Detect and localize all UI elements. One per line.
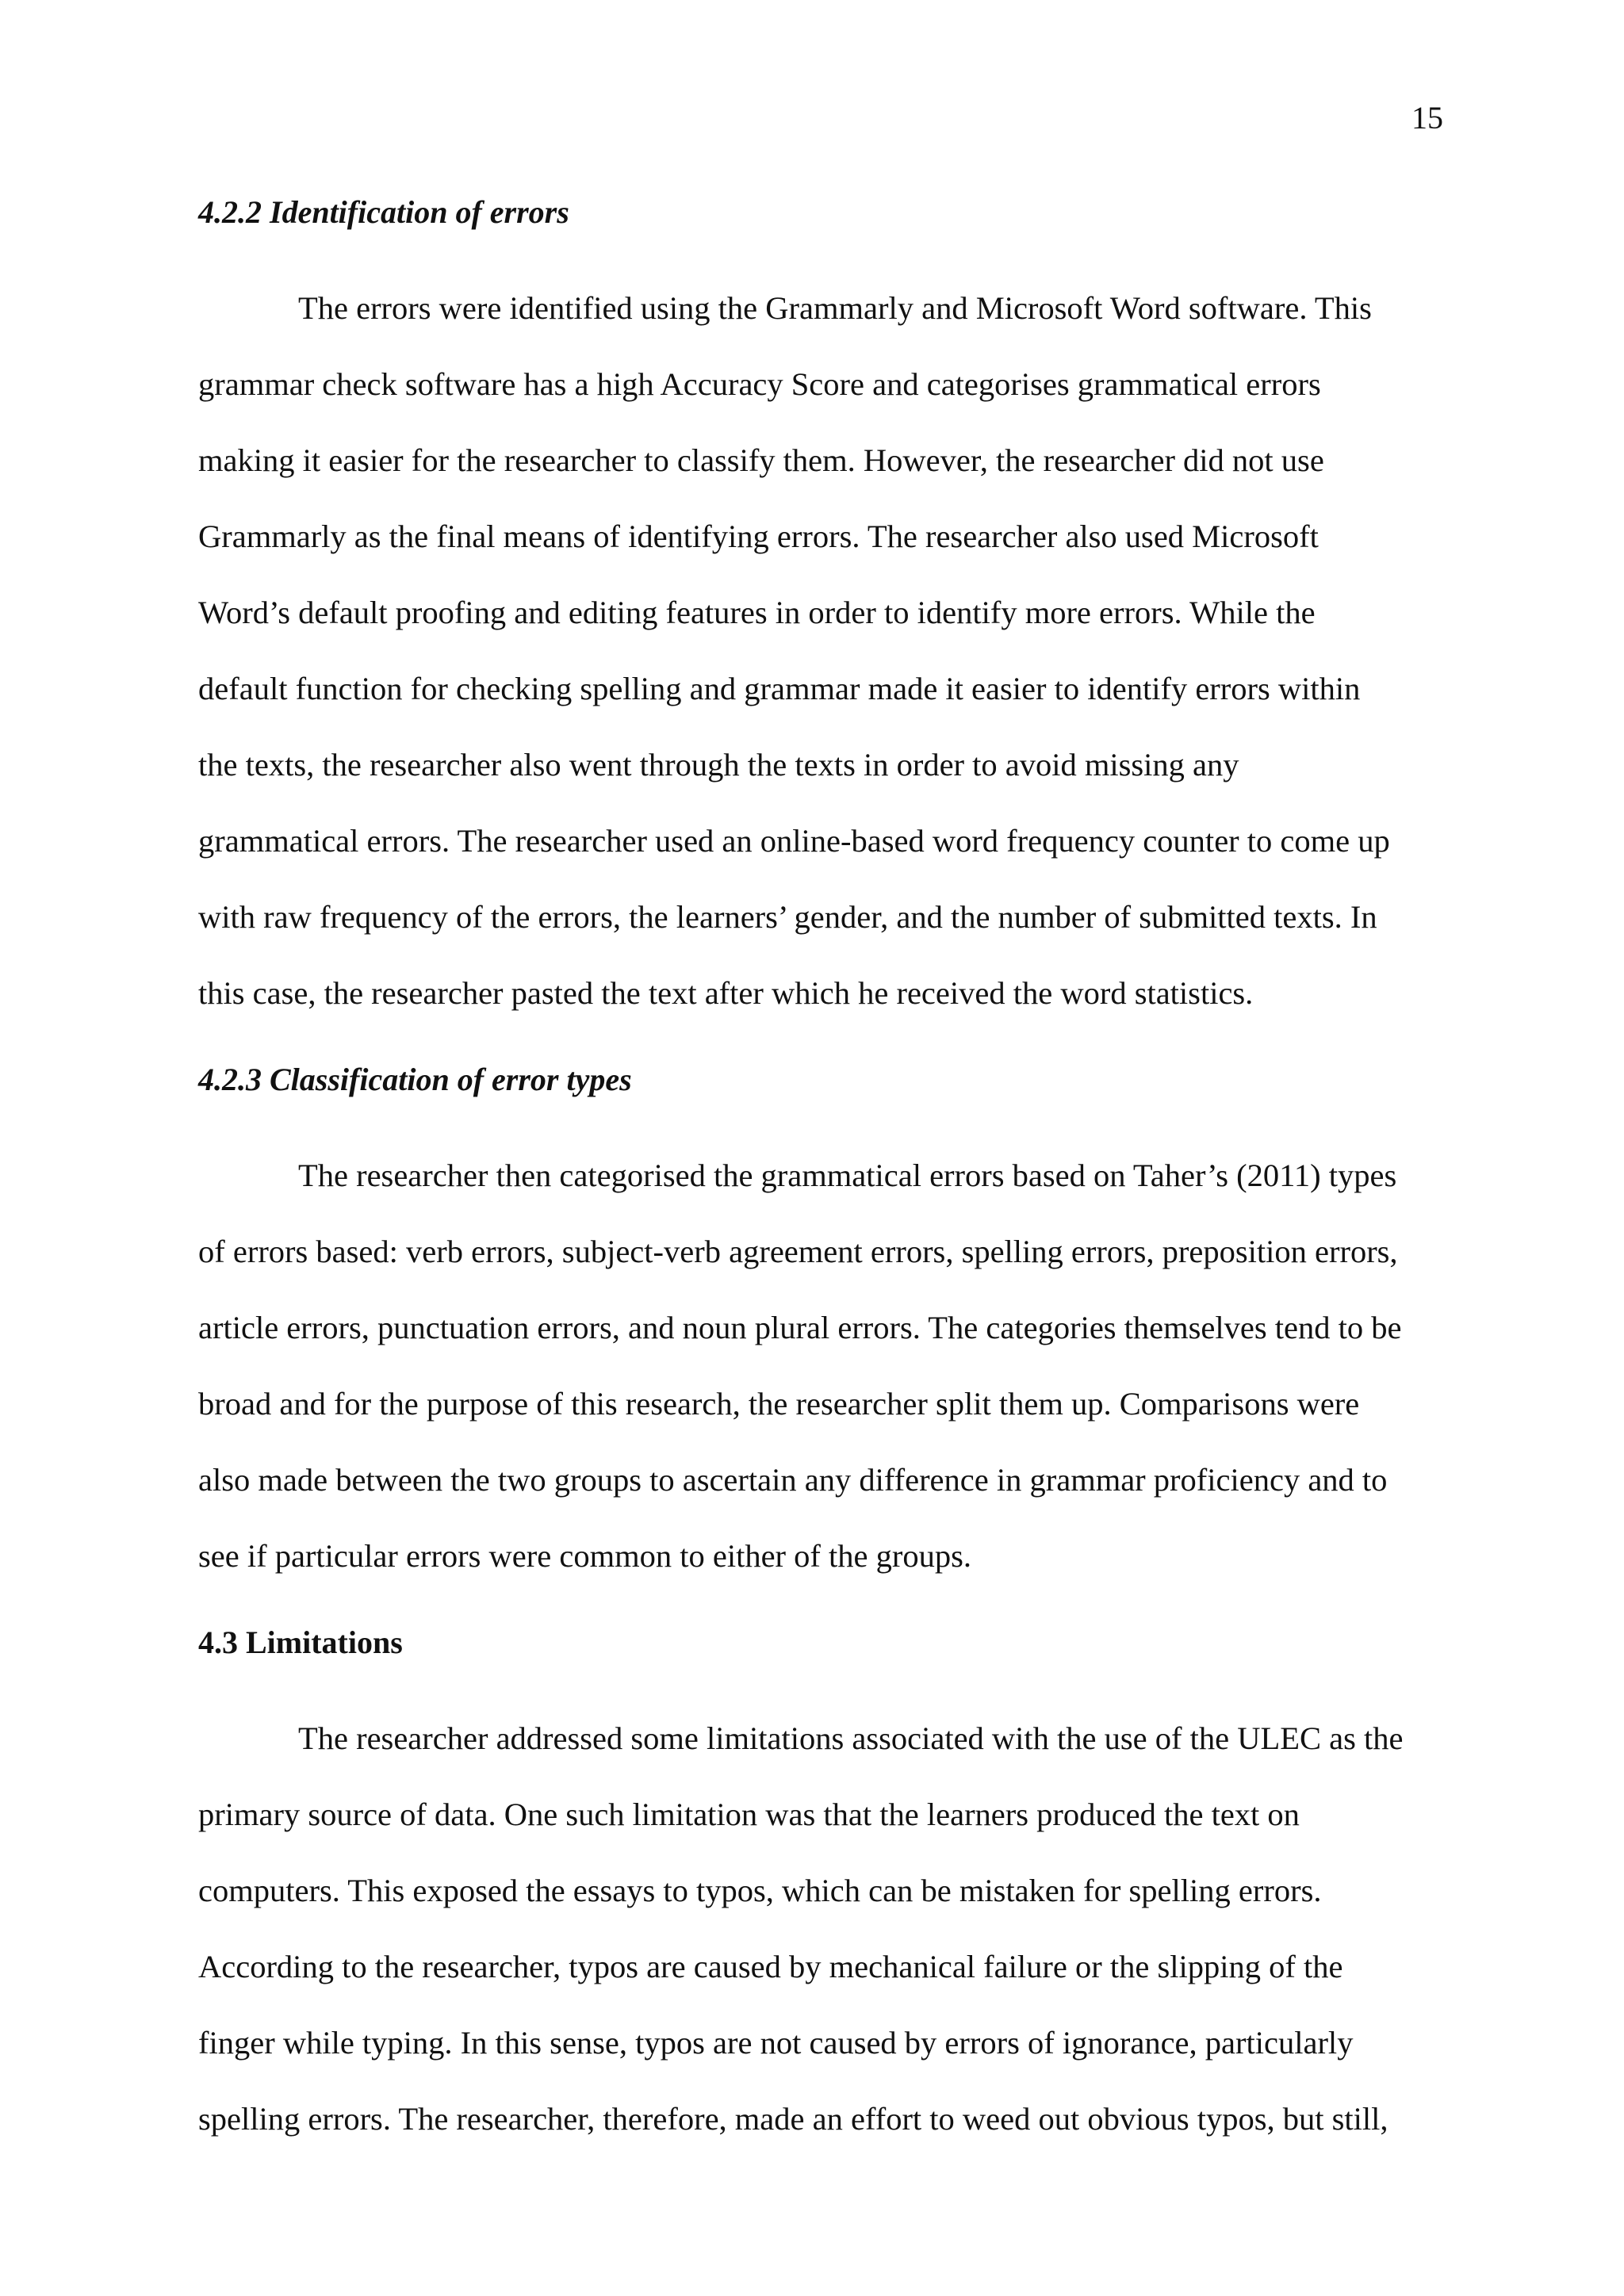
paragraph-line: broad and for the purpose of this research, the researcher split them up. Comparisons were <box>198 1386 1360 1422</box>
paragraph <box>198 270 1435 1031</box>
paragraph-line: finger while typing. In this sense, typos are not caused by errors of ignorance, particularly <box>198 2025 1354 2061</box>
paragraph-line: The errors were identified using the Grammarly and Microsoft Word software. This <box>298 290 1372 326</box>
paragraph-line: grammatical errors. The researcher used an online-based word frequency counter to come up <box>198 823 1390 859</box>
paragraph-line: making it easier for the researcher to classify them. However, the researcher did not use <box>198 442 1324 478</box>
section-heading: 4.2.3 Classification of error types <box>198 1062 632 1097</box>
paragraph-line: this case, the researcher pasted the text after which he received the word statistics. <box>198 975 1254 1011</box>
paragraph-line: with raw frequency of the errors, the learners’ gender, and the number of submitted texts. In <box>198 899 1377 935</box>
page-number: 15 <box>1411 100 1443 136</box>
paragraph-line: grammar check software has a high Accuracy Score and categorises grammatical errors <box>198 366 1321 402</box>
paragraph-line: According to the researcher, typos are caused by mechanical failure or the slipping of the <box>198 1949 1343 1984</box>
paragraph-line: article errors, punctuation errors, and noun plural errors. The categories themselves tend to be <box>198 1310 1402 1345</box>
paragraph-line: the texts, the researcher also went through the texts in order to avoid missing any <box>198 747 1239 783</box>
paragraph-line: see if particular errors were common to either of the groups. <box>198 1538 972 1574</box>
section-identification-of-errors <box>198 193 1435 1031</box>
paragraph-line: Grammarly as the final means of identifying errors. The researcher also used Microsoft <box>198 519 1319 554</box>
paragraph-line: of errors based: verb errors, subject-verb agreement errors, spelling errors, preposition errors, <box>198 1234 1398 1269</box>
paragraph-line: spelling errors. The researcher, therefore, made an effort to weed out obvious typos, but still, <box>198 2101 1388 2137</box>
paragraph-line: primary source of data. One such limitation was that the learners produced the text on <box>198 1797 1300 1832</box>
section-heading: 4.3 Limitations <box>198 1624 403 1660</box>
section-heading: 4.2.2 Identification of errors <box>198 194 569 230</box>
paragraph-line: also made between the two groups to ascertain any difference in grammar proficiency and to <box>198 1462 1388 1498</box>
paragraph-line: computers. This exposed the essays to typos, which can be mistaken for spelling errors. <box>198 1873 1322 1908</box>
document-body <box>198 193 1435 2186</box>
section-classification-of-error-types <box>198 1060 1435 1594</box>
paragraph-line: The researcher addressed some limitations associated with the use of the ULEC as the <box>298 1720 1404 1756</box>
paragraph <box>198 1138 1435 1594</box>
section-limitations <box>198 1623 1435 2157</box>
paragraph-line: The researcher then categorised the grammatical errors based on Taher’s (2011) types <box>298 1158 1397 1193</box>
paragraph-line: Word’s default proofing and editing features in order to identify more errors. While the <box>198 595 1316 630</box>
paragraph <box>198 1701 1435 2157</box>
paragraph-line: default function for checking spelling and grammar made it easier to identify errors within <box>198 671 1361 706</box>
